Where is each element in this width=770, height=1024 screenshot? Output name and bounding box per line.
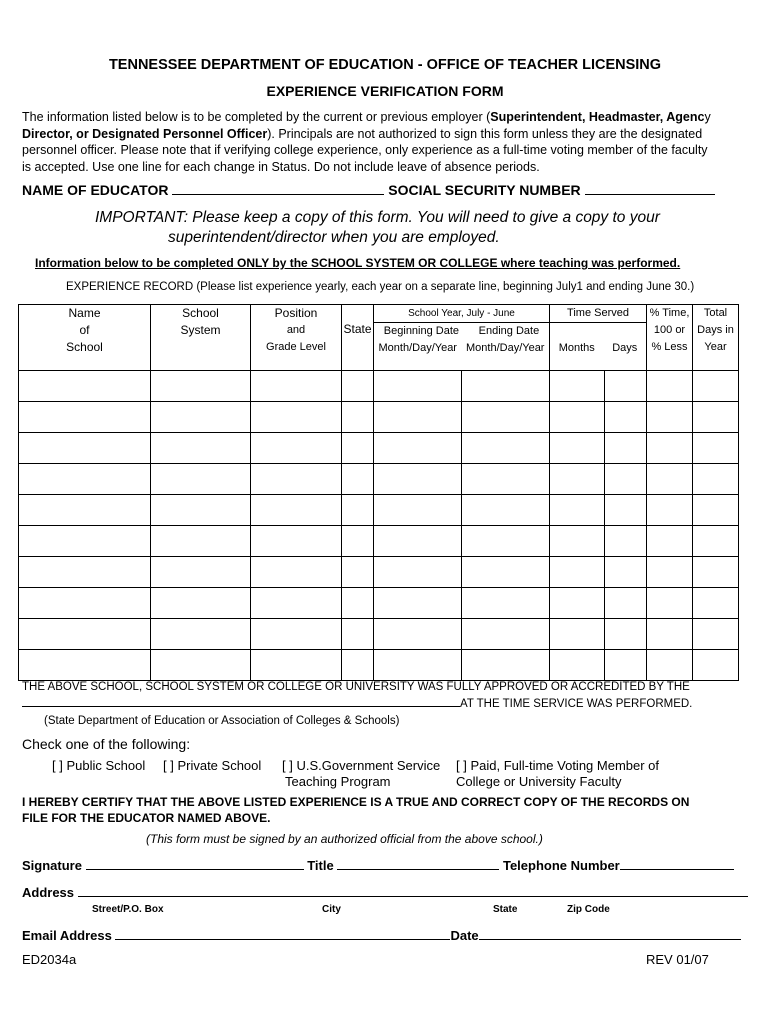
signature-field[interactable] — [86, 868, 304, 870]
table-row[interactable] — [19, 495, 739, 526]
important-line1: IMPORTANT: Please keep a copy of this form. You will need to give a copy to your — [95, 209, 660, 226]
ssn-label: SOCIAL SECURITY NUMBER — [388, 182, 581, 198]
intro-line3: personnel officer. Please note that if verifying college experience, only experience as a full-time voting member of the faculty — [22, 143, 708, 157]
checkbox-public-school[interactable]: [ ] Public School — [52, 758, 146, 773]
college-faculty-label: College or University Faculty — [456, 774, 622, 789]
intro-line1-c: y — [704, 110, 711, 124]
table-row[interactable] — [19, 650, 739, 681]
table-row[interactable] — [19, 526, 739, 557]
certify-line2: FILE FOR THE EDUCATOR NAMED ABOVE. — [22, 811, 271, 825]
title-field[interactable] — [337, 868, 499, 870]
name-of-educator-label: NAME OF EDUCATOR — [22, 182, 169, 198]
accrediting-body-field[interactable] — [22, 705, 460, 707]
telephone-field[interactable] — [620, 868, 734, 870]
zip-label: Zip Code — [567, 904, 610, 915]
signature-label: Signature — [22, 858, 82, 873]
email-field[interactable] — [115, 938, 450, 940]
revision: REV 01/07 — [646, 952, 709, 967]
state-label: State — [493, 904, 518, 915]
col-percent-header: % Time, 100 or % Less — [647, 305, 693, 371]
intro-paragraph — [22, 109, 711, 175]
col-school-year-header: School Year, July - June Beginning Date Ending Date Month/Day/Year Month/Day/Year — [374, 305, 550, 371]
months-label: Months — [558, 342, 595, 354]
date-field[interactable] — [479, 938, 741, 940]
intro-line4: is accepted. Use one line for each change in Status. Do not include leave of absence periods. — [22, 159, 540, 174]
school-info-note: Information below to be completed ONLY by the SCHOOL SYSTEM OR COLLEGE where teaching was performed. — [35, 256, 681, 270]
accreditation-note: (State Department of Education or Association of Colleges & Schools) — [44, 715, 400, 727]
city-label: City — [322, 904, 341, 915]
col-time-served-header: Time Served Months Days — [550, 305, 647, 371]
address-field[interactable] — [78, 895, 748, 897]
accreditation-line1: THE ABOVE SCHOOL, SCHOOL SYSTEM OR COLLEGE OR UNIVERSITY WAS FULLY APPROVED OR ACCREDITED BY THE — [22, 681, 690, 693]
table-row[interactable] — [19, 619, 739, 650]
date-label: Date — [450, 928, 479, 943]
experience-table — [18, 304, 739, 681]
table-row[interactable] — [19, 402, 739, 433]
intro-line2-b: ). Principals are not authorized to sign this form unless they are the designated — [267, 126, 703, 141]
signature-row — [22, 858, 734, 873]
table-row[interactable] — [19, 557, 739, 588]
beginning-date-label: Beginning Date — [383, 325, 460, 337]
col-name-header: Name of School — [19, 305, 151, 371]
table-row[interactable] — [19, 433, 739, 464]
form-id: ED2034a — [22, 952, 77, 967]
intro-line2-a: Director, or Designated Personnel Officer — [22, 126, 268, 141]
address-row — [22, 885, 748, 900]
checkbox-college-faculty[interactable]: [ ] Paid, Full-time Voting Member of — [456, 758, 660, 773]
col-position-header: Position and Grade Level — [251, 305, 342, 371]
certify-note: (This form must be signed by an authorized official from the above school.) — [146, 832, 543, 846]
email-label: Email Address — [22, 928, 112, 943]
col-total-header: Total Days in Year — [693, 305, 739, 371]
government-service-label: Teaching Program — [285, 774, 391, 789]
check-title: Check one of the following: — [22, 736, 191, 752]
checkbox-government-service[interactable]: [ ] U.S.Government Service — [282, 758, 441, 773]
telephone-label: Telephone Number — [502, 858, 620, 873]
intro-line1-a: The information listed below is to be completed by the current or previous employer ( — [22, 110, 491, 124]
days-label: Days — [612, 342, 638, 354]
col-system-header: School System — [151, 305, 251, 371]
table-row[interactable] — [19, 588, 739, 619]
email-row — [22, 928, 741, 943]
ssn-field[interactable] — [585, 193, 715, 195]
table-row[interactable] — [19, 464, 739, 495]
accreditation-line2: AT THE TIME SERVICE WAS PERFORMED. — [460, 698, 693, 710]
col-state-header: State — [342, 305, 374, 371]
street-label: Street/P.O. Box — [92, 904, 164, 915]
table-row[interactable] — [19, 371, 739, 402]
checkbox-private-school[interactable]: [ ] Private School — [163, 758, 262, 773]
accreditation-line2-row — [22, 698, 692, 710]
address-label: Address — [22, 885, 75, 900]
intro-line1-b: Superintendent, Headmaster, Agenc — [490, 110, 705, 124]
certify-line1: I HEREBY CERTIFY THAT THE ABOVE LISTED EXPERIENCE IS A TRUE AND CORRECT COPY OF THE RECORDS ON — [22, 795, 690, 809]
agency-title: TENNESSEE DEPARTMENT OF EDUCATION - OFFICE OF TEACHER LICENSING — [108, 57, 662, 73]
experience-record-note: EXPERIENCE RECORD (Please list experience yearly, each year on a separate line, beginning July1 and ending June 30.) — [66, 281, 695, 293]
title-label: Title — [307, 858, 334, 873]
form-title: EXPERIENCE VERIFICATION FORM — [266, 83, 504, 99]
important-line2: superintendent/director when you are employed. — [168, 229, 500, 246]
educator-row — [22, 182, 715, 198]
ending-date-label: Ending Date — [478, 325, 540, 337]
name-of-educator-field[interactable] — [172, 193, 384, 195]
